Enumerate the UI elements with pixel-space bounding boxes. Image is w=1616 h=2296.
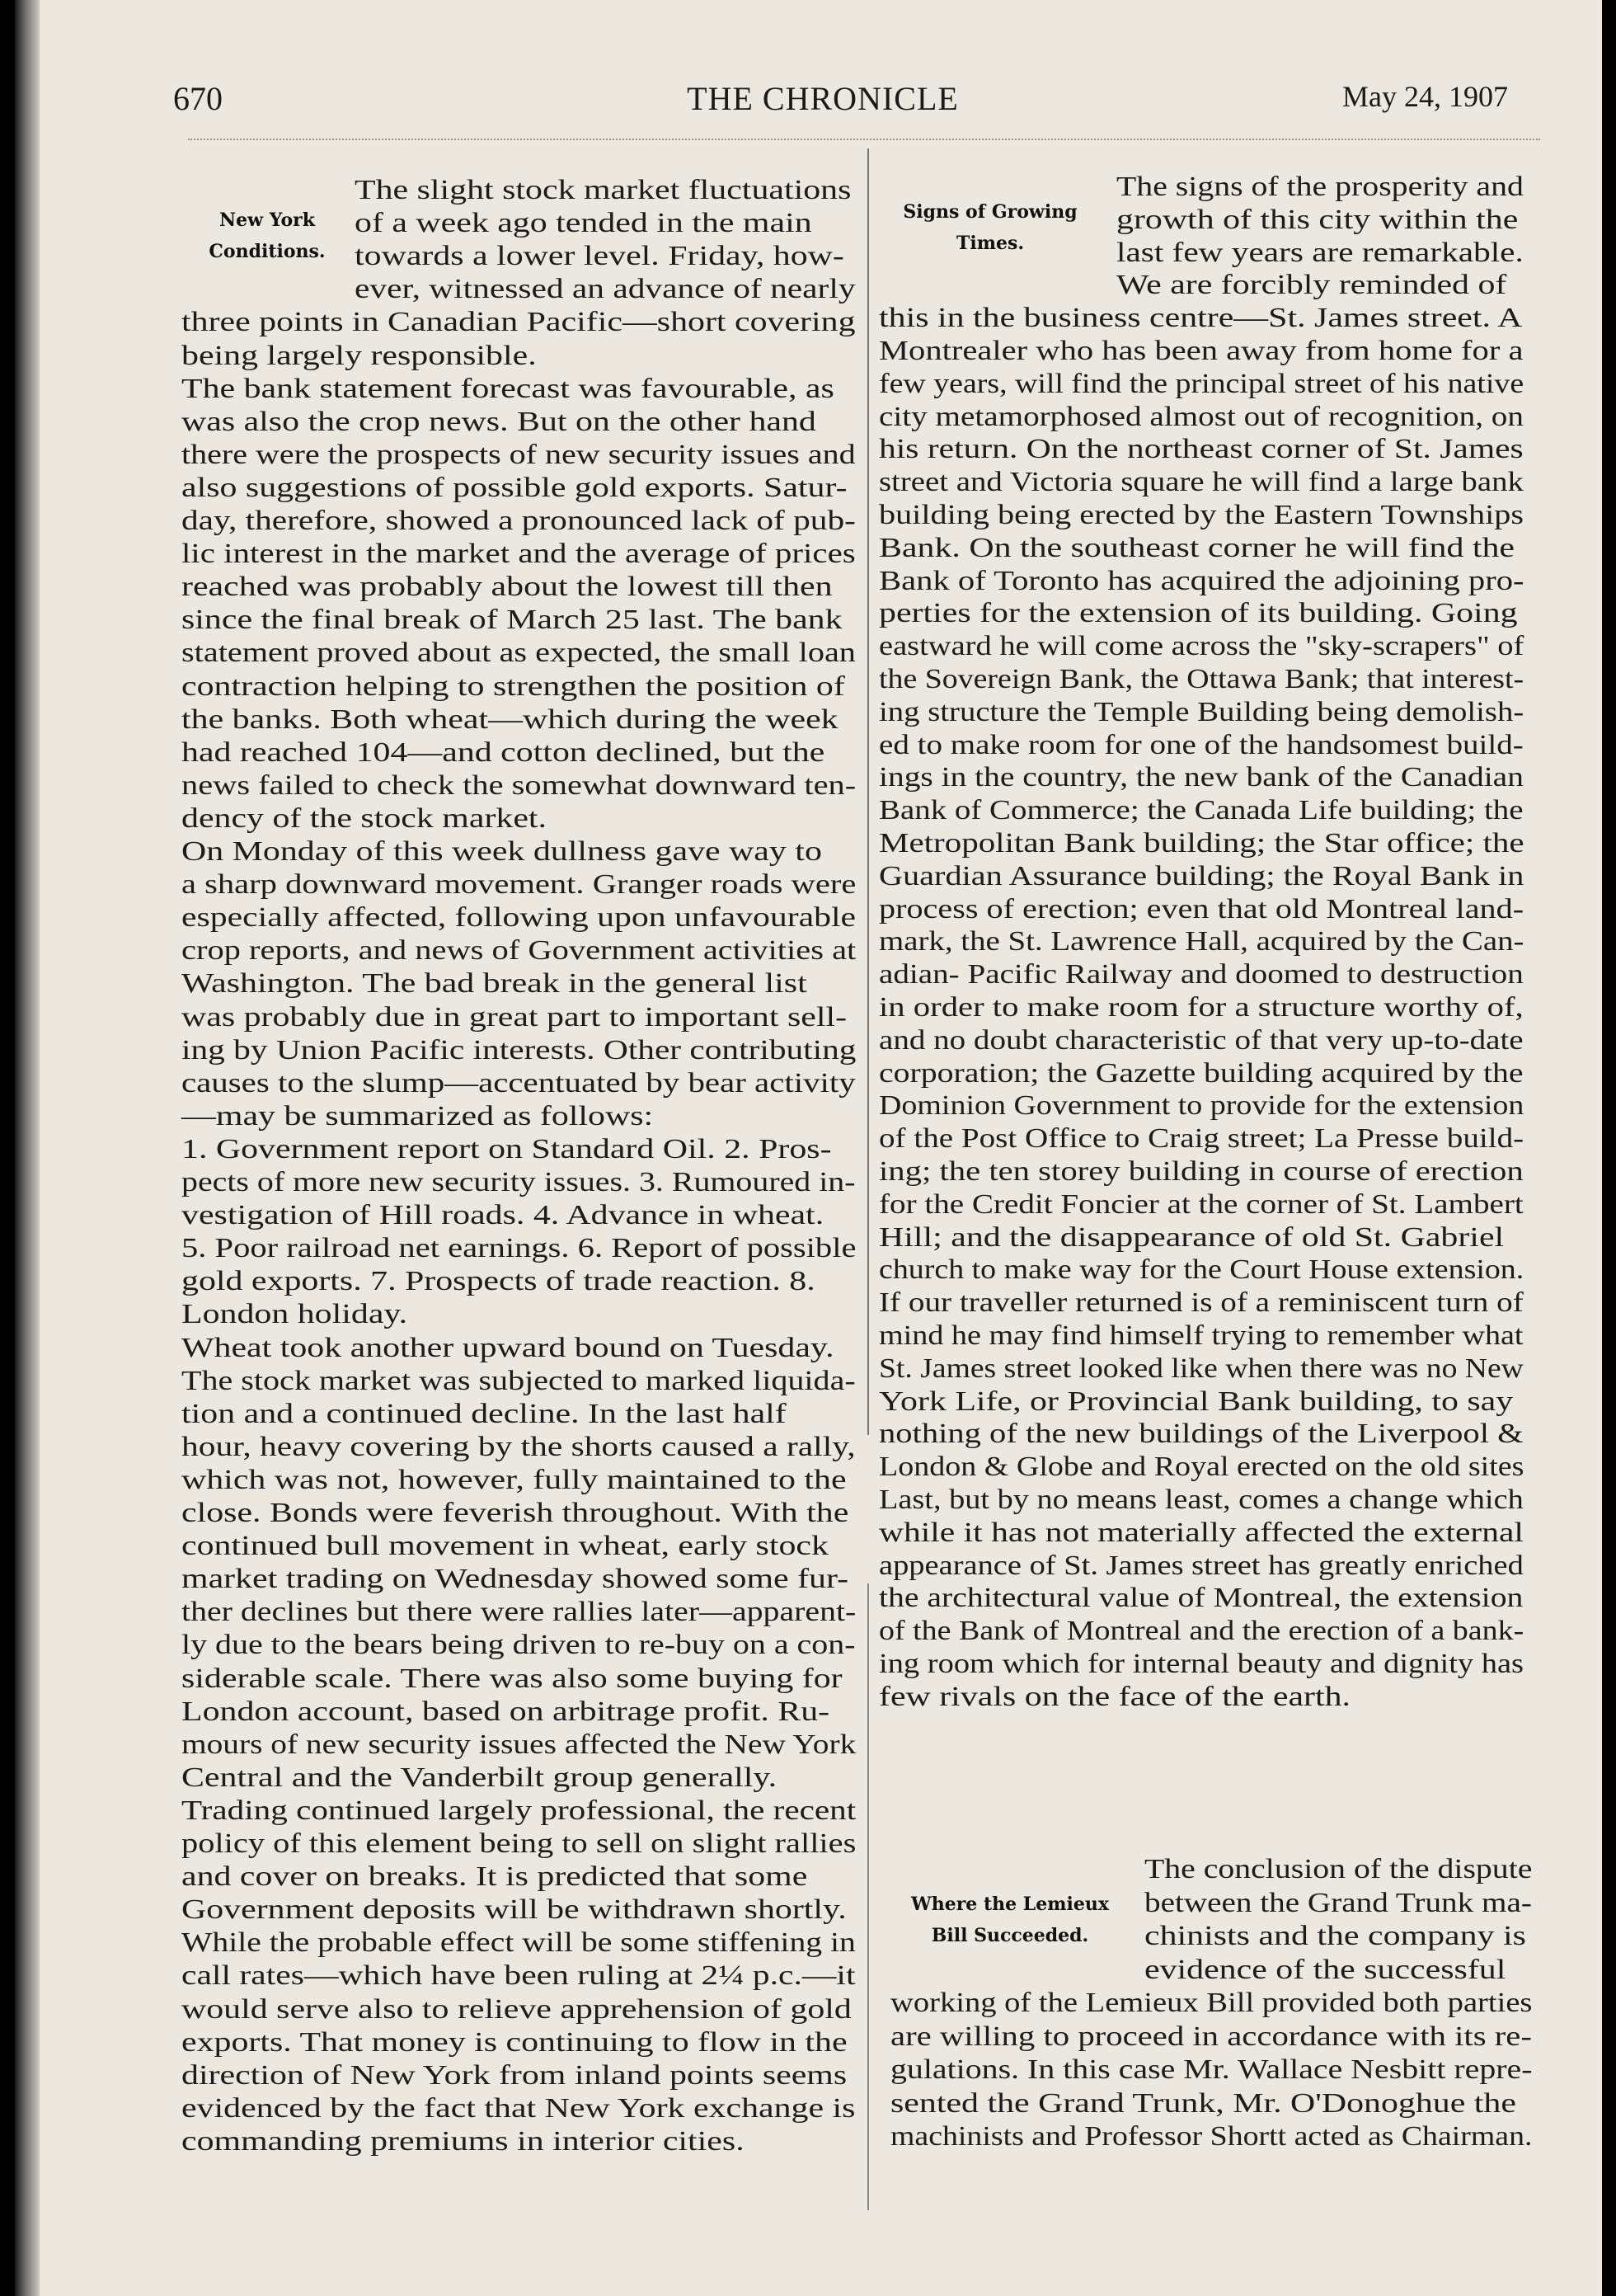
text-line: Last, but by no means least, comes a change which [879,1484,1524,1515]
text-line: was probably due in great part to important sell- [181,1001,848,1033]
text-line: city metamorphosed almost out of recognition, on [879,401,1524,432]
text-line: ed to make room for one of the handsomest build- [879,729,1524,760]
text-line: corporation; the Gazette building acquired by the [879,1057,1524,1089]
text-line: the Sovereign Bank, the Ottawa Bank; that interest- [879,664,1524,694]
sidenote-line: Times. [956,233,1025,254]
text-line: The signs of the prosperity and [1116,172,1524,202]
text-line: Montrealer who has been away from home for a [879,336,1524,366]
text-line: building being erected by the Eastern Townships [879,500,1524,530]
text-line: ing; the ten storey building in course of erection [879,1156,1524,1187]
newspaper-page [15,0,1602,2296]
text-line: since the final break of March 25 last. The bank [181,605,843,636]
sidenote-new-york-conditions [176,205,358,267]
text-line: this in the business centre—St. James street. A [879,303,1523,334]
text-line: gulations. In this case Mr. Wallace Nesbitt repre- [890,2054,1533,2085]
text-line: policy of this element being to sell on slight rallies [181,1828,857,1859]
text-line: causes to the slump—accentuated by bear activity [181,1067,856,1099]
sidenote-line: Signs of Growing [903,201,1078,223]
sidenote-signs-of-growing-times [879,196,1102,259]
text-line: commanding premiums in interior cities. [181,2125,745,2157]
text-line: while it has not materially affected the external [879,1517,1524,1548]
text-line: growth of this city within the [1116,204,1519,235]
text-line: of the Bank of Montreal and the erection of a bank- [879,1616,1524,1647]
text-line: being largely responsible. [181,340,537,371]
text-line: contraction helping to strengthen the position of [181,670,845,702]
text-line: chinists and the company is [1144,1921,1526,1951]
text-line: tion and a continued decline. In the last half [181,1398,787,1429]
text-line: Bank of Commerce; the Canada Life building; the [879,795,1524,826]
text-line: Guardian Assurance building; the Royal Bank in [879,860,1524,892]
text-line: was also the crop news. But on the other hand [181,406,816,437]
text-line: street and Victoria square he will find a large bank [879,467,1524,498]
sidenote-line: Conditions. [209,241,326,262]
text-line: last few years are remarkable. [1116,237,1524,268]
text-line: siderable scale. There was also some buying for [181,1663,843,1694]
text-line: lic interest in the market and the average of prices [181,539,856,570]
text-line: —may be summarized as follows: [181,1100,654,1132]
text-line: evidenced by the fact that New York exchange is [181,2092,856,2124]
column-rule [867,148,869,1435]
text-line: The bank statement forecast was favourable, as [181,373,834,404]
text-line: between the Grand Trunk ma- [1144,1887,1532,1918]
text-line: pects of more new security issues. 3. Rumoured in- [181,1167,856,1197]
text-line: also suggestions of possible gold exports. Satur- [181,472,848,503]
text-line: London holiday. [181,1299,408,1330]
text-line: mark, the St. Lawrence Hall, acquired by the Can- [879,926,1524,957]
text-line: Metropolitan Bank building; the Star office; the [879,828,1524,859]
text-line: especially affected, following upon unfavourable [181,902,857,934]
text-line: nothing of the new buildings of the Liverpool & [879,1419,1524,1450]
text-line: mours of new security issues affected the New York [181,1729,857,1760]
issue-date: May 24, 1907 [1342,80,1508,113]
text-line: market trading on Wednesday showed some fur- [181,1564,849,1595]
sidenote-where-the-lemieux-bill-succeeded [882,1889,1138,1951]
text-line: Wheat took another upward bound on Tuesday. [181,1332,834,1363]
text-line: church to make way for the Court House extension. [879,1254,1524,1286]
text-line: vestigation of Hill roads. 4. Advance in wheat. [181,1200,824,1231]
binding-shadow [15,0,40,2296]
text-line: continued bull movement in wheat, early stock [181,1531,829,1562]
text-line: appearance of St. James street has greatly enriched [879,1550,1524,1581]
text-line: few rivals on the face of the earth. [879,1681,1351,1712]
text-line: ings in the country, the new bank of the Canadian [879,762,1524,793]
text-line: ly due to the bears being driven to re-buy on a con- [181,1630,856,1661]
text-line: Central and the Vanderbilt group generally. [181,1762,777,1793]
text-line: If our traveller returned is of a reminiscent turn of [879,1287,1524,1319]
text-line: statement proved about as expected, the small loan [181,638,856,669]
text-line: The stock market was subjected to marked liquida- [181,1365,856,1396]
text-line: mind he may find himself trying to remember what [879,1320,1524,1351]
text-line: are willing to proceed in accordance with its re- [890,2021,1532,2052]
text-line: Hill; and the disappearance of old St. Gabriel [879,1221,1505,1253]
text-line: three points in Canadian Pacific—short covering [181,307,856,338]
text-line: in order to make room for a structure worthy of, [879,992,1524,1023]
text-line: a sharp downward movement. Granger roads were [181,869,857,901]
text-line: London account, based on arbitrage profit. Ru- [181,1696,830,1727]
text-line: few years, will find the principal street of his native [879,368,1524,399]
text-line: ever, witnessed an advance of nearly [355,274,856,305]
column-rule-lower [867,1583,869,2210]
text-line: of the Post Office to Craig street; La Presse build- [879,1123,1524,1155]
text-line: York Life, or Provincial Bank building, to say [879,1386,1514,1417]
text-line: eastward he will come across the "sky-scrapers" of [879,631,1524,662]
text-line: the banks. Both wheat—which during the week [181,703,839,735]
text-line: there were the prospects of new security issues and [181,439,856,470]
text-line: The conclusion of the dispute [1144,1854,1533,1884]
header-rule [188,139,1540,141]
text-line: sented the Grand Trunk, Mr. O'Donoghue the [890,2087,1516,2119]
text-line: Bank. On the southeast corner he will find the [879,532,1515,563]
page-number: 670 [173,80,223,117]
text-line: and cover on breaks. It is predicted that some [181,1861,808,1893]
sidenote-line: New York [218,209,315,231]
text-line: hour, heavy covering by the shorts caused a rally, [181,1431,856,1462]
text-line: Dominion Government to provide for the extension [879,1090,1524,1122]
text-line: for the Credit Foncier at the corner of St. Lambert [879,1188,1524,1220]
text-line: day, therefore, showed a pronounced lack of pub- [181,506,856,536]
text-line: While the probable effect will be some stiffening in [181,1927,856,1959]
text-line: gold exports. 7. Prospects of trade reaction. 8. [181,1266,815,1297]
text-line: ther declines but there were rallies later—apparent- [181,1597,857,1628]
text-line: machinists and Professor Shortt acted as Chairman. [890,2121,1533,2152]
text-line: evidence of the successful [1144,1954,1506,1985]
text-line: Bank of Toronto has acquired the adjoining pro- [879,565,1524,596]
text-line: ing structure the Temple Building being demolish- [879,696,1524,727]
text-line: ing by Union Pacific interests. Other contributing [181,1034,857,1066]
text-line: call rates—which have been ruling at 2¼ p.c.—it [181,1960,856,1992]
text-line: exports. That money is continuing to flow in the [181,2026,848,2058]
text-line: direction of New York from inland points seems [181,2059,848,2091]
text-line: 5. Poor railroad net earnings. 6. Report of possible [181,1233,857,1264]
text-line: London & Globe and Royal erected on the old sites [879,1451,1524,1483]
text-line: his return. On the northeast corner of St. James [879,434,1524,465]
text-line: 1. Government report on Standard Oil. 2. Pros- [181,1133,832,1164]
text-line: dency of the stock market. [181,802,547,834]
text-line: process of erection; even that old Montreal land- [879,893,1524,925]
text-line: the architectural value of Montreal, the extension [879,1583,1524,1614]
text-line: had reached 104—and cotton declined, but the [181,736,825,768]
text-line: would serve also to relieve apprehension of gold [181,1993,852,2025]
text-line: St. James street looked like when there was no New [879,1353,1524,1384]
text-line: Trading continued largely professional, the recent [181,1795,857,1826]
text-line: perties for the extension of its building. Going [879,598,1518,629]
text-line: news failed to check the somewhat downward ten- [181,769,857,801]
sidenote-line: Bill Succeeded. [931,1925,1089,1946]
text-line: On Monday of this week dullness gave way to [181,836,822,867]
text-line: of a week ago tended in the main [355,208,812,239]
text-line: ing room which for internal beauty and dignity has [879,1649,1524,1679]
sidenote-line: Where the Lemieux [911,1894,1109,1915]
text-line: Washington. The bad break in the general list [181,968,807,1000]
page-title: THE CHRONICLE [687,80,959,117]
text-line: Government deposits will be withdrawn shortly. [181,1894,847,1926]
text-line: reached was probably about the lowest till then [181,572,833,603]
text-line: crop reports, and news of Government activities at [181,935,857,967]
text-line: and no doubt characteristic of that very up-to-date [879,1024,1524,1056]
text-line: We are forcibly reminded of [1116,270,1507,301]
text-line: adian- Pacific Railway and doomed to destruction [879,959,1524,990]
text-line: which was not, however, fully maintained to the [181,1464,847,1495]
text-line: working of the Lemieux Bill provided both parties [890,1988,1533,2018]
text-line: close. Bonds were feverish throughout. With the [181,1498,849,1528]
text-line: towards a lower level. Friday, how- [355,241,844,272]
text-line: The slight stock market fluctuations [355,175,852,205]
